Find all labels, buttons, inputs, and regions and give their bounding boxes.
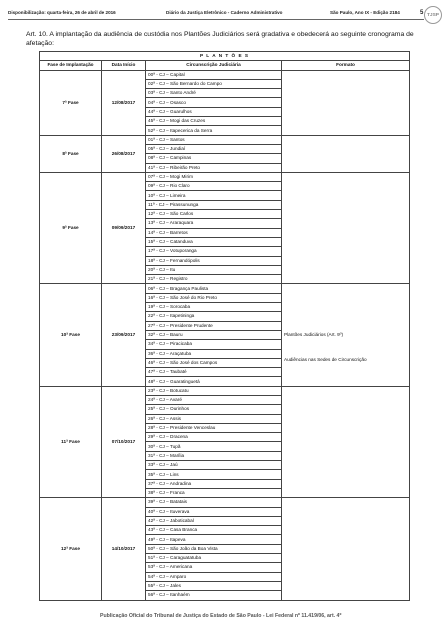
circunscricao-cell: 02ª - CJ – São Bernardo do Campo — [146, 79, 282, 88]
circunscricao-cell: 10ª - CJ – Limeira — [146, 191, 282, 200]
table-title: P L A N T Õ E S — [40, 52, 410, 61]
header-divider — [8, 19, 424, 20]
table-body — [40, 70, 410, 600]
circunscricao-cell: 09ª - CJ – Rio Claro — [146, 182, 282, 191]
circunscricao-cell: 37ª - CJ – Andradina — [146, 479, 282, 488]
circunscricao-cell: 17ª - CJ – Votuporanga — [146, 247, 282, 256]
circunscricao-cell: 03ª - CJ – Santo André — [146, 89, 282, 98]
tjsp-seal-logo: TJSP — [424, 6, 442, 24]
fase-cell: 10ª Fase — [40, 284, 102, 386]
data-inicio-cell: 23/09/2017 — [102, 284, 146, 386]
fase-cell: 8ª Fase — [40, 135, 102, 172]
circunscricao-cell: 24ª - CJ – Avaré — [146, 395, 282, 404]
data-inicio-cell: 12/08/2017 — [102, 70, 146, 135]
article-text: Art. 10. A implantação da audiência de custódia nos Plantões Judiciários será gradativa e obedecerá ao seguinte cronograma de afetação: — [26, 31, 414, 47]
circunscricao-cell: 43ª - CJ – Casa Branca — [146, 526, 282, 535]
circunscricao-cell: 26ª - CJ – Assis — [146, 414, 282, 423]
formato-cell — [282, 498, 410, 600]
data-inicio-cell: 14/10/2017 — [102, 498, 146, 600]
circunscricao-cell: 29ª - CJ – Dracena — [146, 433, 282, 442]
circunscricao-cell: 34ª - CJ – Piracicaba — [146, 340, 282, 349]
circunscricao-cell: 01ª - CJ – Santos — [146, 135, 282, 144]
header-publication: Diário da Justiça Eletrônico - Caderno Administrativo — [166, 10, 283, 15]
circunscricao-cell: 18ª - CJ – Fernandópolis — [146, 256, 282, 265]
circunscricao-cell: 28ª - CJ – Presidente Venceslau — [146, 423, 282, 432]
circunscricao-cell: 48ª - CJ – Guaratinguetá — [146, 377, 282, 386]
formato-plantoes-text: Plantões Judiciários (Art. 9º) — [284, 331, 344, 337]
formato-audiencias-text: Audiências nas Sedes de Circunscrição — [284, 356, 367, 362]
circunscricao-cell: 06ª - CJ – Bragança Paulista — [146, 284, 282, 293]
circunscricao-cell: 11ª - CJ – Pirassununga — [146, 200, 282, 209]
circunscricao-cell: 46ª - CJ – São José dos Campos — [146, 358, 282, 367]
circunscricao-cell: 32ª - CJ – Bauru — [146, 330, 282, 339]
table-row — [40, 284, 410, 293]
circunscricao-cell: 56ª - CJ – Itanhaém — [146, 591, 282, 600]
circunscricao-cell: 47ª - CJ – Taubaté — [146, 368, 282, 377]
fase-cell: 7ª Fase — [40, 70, 102, 135]
formato-cell — [282, 386, 410, 498]
circunscricao-cell: 45ª - CJ – Mogi das Cruzes — [146, 117, 282, 126]
circunscricao-cell: 42ª - CJ – Jaboticabal — [146, 516, 282, 525]
circunscricao-cell: 49ª - CJ – Itapeva — [146, 535, 282, 544]
table-row — [40, 172, 410, 181]
circunscricao-cell: 20ª - CJ – Itu — [146, 265, 282, 274]
column-header-fase: Fase de Implantação — [40, 61, 102, 70]
circunscricao-cell: 07ª - CJ – Mogi Mirim — [146, 172, 282, 181]
circunscricao-cell: 55ª - CJ – Jales — [146, 581, 282, 590]
circunscricao-cell: 36ª - CJ – Araçatuba — [146, 349, 282, 358]
circunscricao-cell: 21ª - CJ – Registro — [146, 275, 282, 284]
circunscricao-cell: 15ª - CJ – Catanduva — [146, 237, 282, 246]
header-edition: São Paulo, Ano IX - Edição 2184 — [330, 10, 400, 15]
header-date: Disponibilização: quarta-feira, 26 de abril de 2016 — [8, 10, 116, 15]
circunscricao-cell: 53ª - CJ – Americana — [146, 563, 282, 572]
formato-spacer — [284, 348, 407, 356]
formato-cell — [282, 135, 410, 172]
circunscricao-cell: 35ª - CJ – Lins — [146, 470, 282, 479]
circunscricao-cell: 22ª - CJ – Itapetininga — [146, 312, 282, 321]
circunscricao-cell: 12ª - CJ – São Carlos — [146, 210, 282, 219]
plantoes-table — [39, 51, 410, 601]
circunscricao-cell: 23ª - CJ – Botucatu — [146, 386, 282, 395]
table-row — [40, 386, 410, 395]
circunscricao-cell: 41ª - CJ – Ribeirão Preto — [146, 163, 282, 172]
circunscricao-cell: 13ª - CJ – Araraquara — [146, 219, 282, 228]
circunscricao-cell: 14ª - CJ – Barretos — [146, 228, 282, 237]
table-row — [40, 498, 410, 507]
circunscricao-cell: 50ª - CJ – São João da Boa Vista — [146, 544, 282, 553]
formato-spacer — [284, 314, 407, 322]
data-inicio-cell: 07/10/2017 — [102, 386, 146, 498]
circunscricao-cell: 51ª - CJ – Caraguatatuba — [146, 554, 282, 563]
table-row — [40, 70, 410, 79]
circunscricao-cell: 16ª - CJ – São José do Rio Preto — [146, 293, 282, 302]
circunscricao-cell: 04ª - CJ – Osasco — [146, 98, 282, 107]
circunscricao-cell: 33ª - CJ – Jaú — [146, 461, 282, 470]
table-row — [40, 135, 410, 144]
data-inicio-cell: 09/09/2017 — [102, 172, 146, 284]
circunscricao-cell: 00ª - CJ – Capital — [146, 70, 282, 79]
formato-cell — [282, 172, 410, 284]
circunscricao-cell: 05ª - CJ – Jundiaí — [146, 144, 282, 153]
formato-cell — [282, 284, 410, 386]
circunscricao-cell: 27ª - CJ – Presidente Prudente — [146, 321, 282, 330]
circunscricao-cell: 25ª - CJ – Ourinhos — [146, 405, 282, 414]
formato-cell — [282, 70, 410, 135]
page-number: 5 — [420, 10, 424, 16]
circunscricao-cell: 44ª - CJ – Guarulhos — [146, 107, 282, 116]
circunscricao-cell: 52ª - CJ – Itapecerica da Serra — [146, 126, 282, 135]
circunscricao-cell: 38ª - CJ – Franca — [146, 488, 282, 497]
circunscricao-cell: 54ª - CJ – Amparo — [146, 572, 282, 581]
column-header-circunscricao: Circunscrição Judiciária — [146, 61, 282, 70]
page-footer: Publicação Oficial do Tribunal de Justiça do Estado de São Paulo - Lei Federal nº 11.419/06, art. 4º — [100, 613, 342, 619]
formato-spacer — [284, 323, 407, 331]
circunscricao-cell: 39ª - CJ – Batatais — [146, 498, 282, 507]
data-inicio-cell: 26/08/2017 — [102, 135, 146, 172]
circunscricao-cell: 31ª - CJ – Marília — [146, 451, 282, 460]
circunscricao-cell: 40ª - CJ – Ituverava — [146, 507, 282, 516]
fase-cell: 11ª Fase — [40, 386, 102, 498]
fase-cell: 9ª Fase — [40, 172, 102, 284]
formato-spacer — [284, 306, 407, 314]
column-header-data: Data Início — [102, 61, 146, 70]
page-header — [8, 8, 424, 18]
circunscricao-cell: 19ª - CJ – Sorocaba — [146, 303, 282, 312]
circunscricao-cell: 08ª - CJ – Campinas — [146, 154, 282, 163]
column-header-formato: Formato — [282, 61, 410, 70]
fase-cell: 12ª Fase — [40, 498, 102, 600]
formato-spacer — [284, 339, 407, 347]
circunscricao-cell: 30ª - CJ – Tupã — [146, 442, 282, 451]
